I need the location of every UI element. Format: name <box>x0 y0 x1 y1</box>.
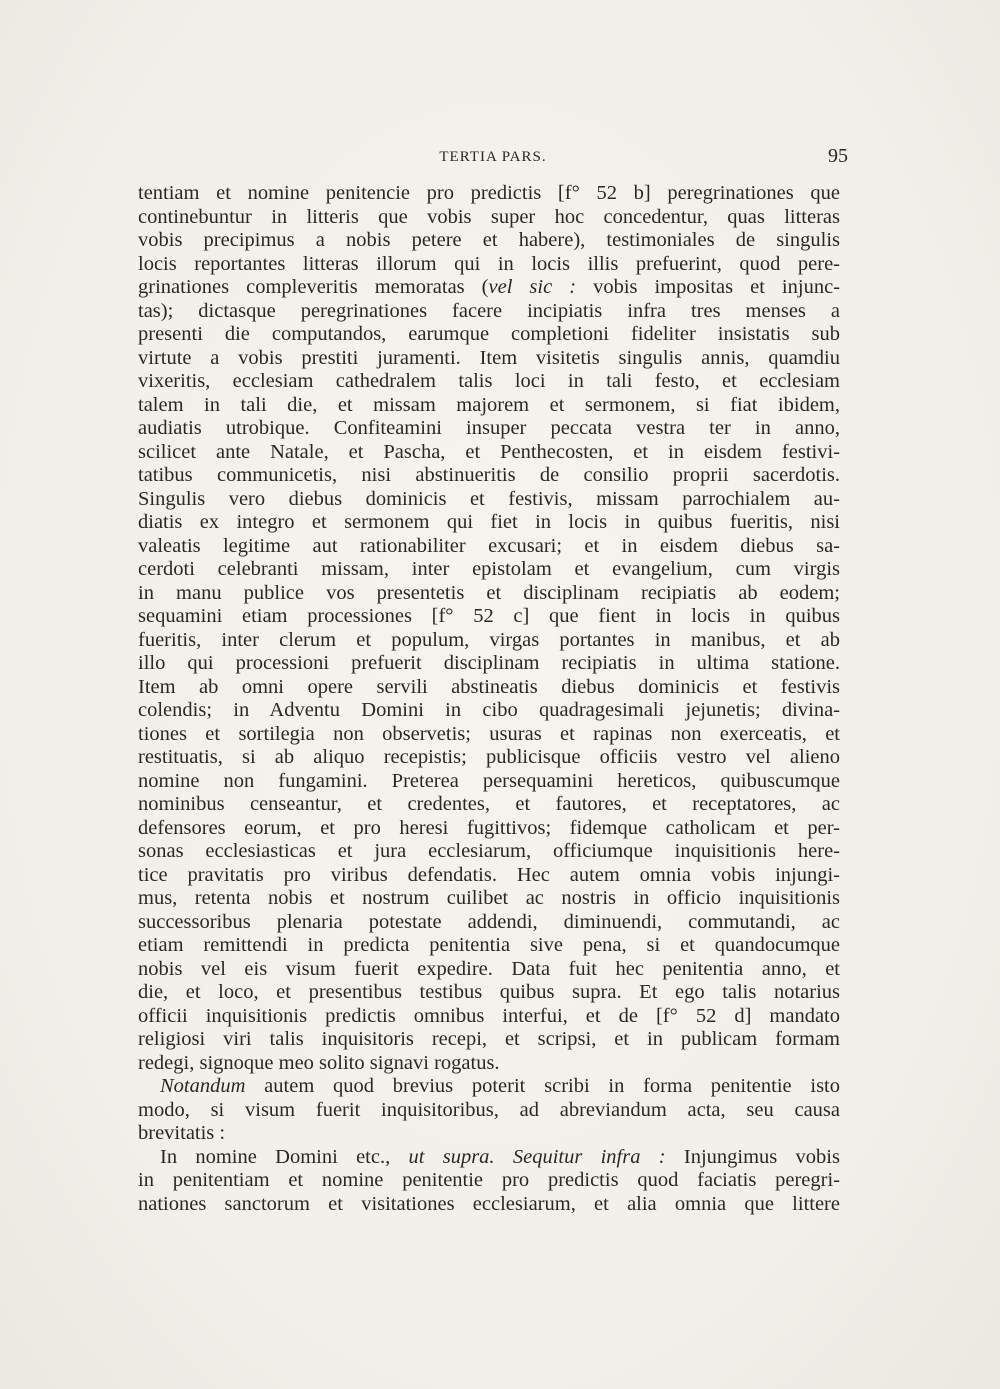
text-line: modo, si visum fuerit inquisitoribus, ad abreviandum acta, seu causa <box>138 1098 840 1121</box>
text-line: sequamini etiam processiones [f° 52 c] que fient in locis in quibus <box>138 605 840 627</box>
text-line: continebuntur in litteris que vobis super hoc concedentur, quas litteras <box>138 205 840 228</box>
text-line: defensores eorum, et pro heresi fugittivos; fidemque catholicam et per- <box>138 816 840 839</box>
text-line: audiatis utrobique. Confiteamini insuper peccata vestra ter in anno, <box>138 417 840 439</box>
paragraph-notandum <box>138 1075 840 1099</box>
text-line: vixeritis, ecclesiam cathedralem talis loci in tali festo, et ecclesiam <box>138 370 840 392</box>
text-line: tiones et sortilegia non observetis; usuras et rapinas non exerceatis, et <box>138 722 840 745</box>
text-line: in manu publice vos presentetis et disciplinam recipiatis ab eodem; <box>138 581 840 604</box>
text-segment: Injungimus vobis <box>665 1145 840 1168</box>
text-line: valeatis legitime aut rationabiliter excusari; et in eisdem diebus sa- <box>138 534 840 557</box>
text-line: nationes sanctorum et visitationes ecclesiarum, et alia omnia que littere <box>138 1192 840 1215</box>
text-line: nobis vel eis visum fuerit expedire. Data fuit hec penitentia anno, et <box>138 957 840 980</box>
text-line: tice pravitatis pro viribus defendatis. Hec autem omnia vobis injungi- <box>138 863 840 886</box>
text-line: illo qui processioni prefuerit disciplinam recipiatis in ultima statione. <box>138 652 840 674</box>
text-line: cerdoti celebranti missam, inter epistolam et evangelium, cum virgis <box>138 558 840 580</box>
text-line: officii inquisitionis predictis omnibus interfui, et de [f° 52 d] mandato <box>138 1004 840 1027</box>
text-line: die, et loco, et presentibus testibus quibus supra. Et ego talis notarius <box>138 981 840 1003</box>
italic-segment: Notandum <box>160 1075 246 1097</box>
body-text <box>138 182 840 1216</box>
text-segment: grinationes compleveritis memoratas ( <box>138 276 489 298</box>
text-line: Singulis vero diebus dominicis et festivis, missam parrochialem au- <box>138 487 840 510</box>
text-segment: vobis impositas et injunc- <box>576 276 841 298</box>
text-line: talem in tali die, et missam majorem et sermonem, si fiat ibidem, <box>138 393 840 416</box>
text-line: redegi, signoque meo solito signavi rogatus. <box>138 1051 500 1074</box>
text-line: locis reportantes litteras illorum qui in locis illis prefuerint, quod pere- <box>138 252 840 275</box>
paragraph-in-nomine <box>138 1146 840 1170</box>
text-line: diatis ex integro et sermonem qui fiet in locis in quibus fueritis, nisi <box>138 511 840 533</box>
text-line: tentiam et nomine penitencie pro predictis [f° 52 b] peregrinationes que <box>138 182 840 204</box>
page-header <box>138 143 848 173</box>
text-line: nomine non fungamini. Preterea persequamini hereticos, quibuscumque <box>138 769 840 792</box>
text-line: tatibus communicetis, nisi abstinueritis de consilio proprii sacerdotis. <box>138 464 840 486</box>
text-line: fueritis, inter clerum et populum, virgas portantes in manibus, et ab <box>138 628 840 651</box>
text-line: mus, retenta nobis et nostrum cuilibet ac nostris in officio inquisitionis <box>138 887 840 909</box>
running-title: TERTIA PARS. <box>439 149 547 165</box>
text-line: scilicet ante Natale, et Pascha, et Penthecosten, et in eisdem festivi- <box>138 440 840 463</box>
text-line: vobis precipimus a nobis petere et habere), testimoniales de singulis <box>138 229 840 251</box>
text-segment: In nomine Domini etc., <box>160 1145 409 1168</box>
text-segment: autem quod brevius poterit scribi in forma penitentie isto <box>245 1075 840 1097</box>
text-line: restituatis, si ab aliquo recepistis; publicisque officiis vestro vel alieno <box>138 746 840 768</box>
text-line: brevitatis : <box>138 1122 226 1144</box>
text-line: tas); dictasque peregrinationes facere incipiatis infra tres menses a <box>138 299 840 322</box>
italic-segment: vel sic : <box>488 276 577 298</box>
text-line: religiosi viri talis inquisitoris recepi, et scripsi, et in publicam formam <box>138 1028 840 1050</box>
text-line: successoribus plenaria potestate addendi, diminuendi, commutandi, ac <box>138 910 840 933</box>
text-line: presenti die computandos, earumque completioni fideliter insistatis sub <box>138 323 840 345</box>
text-line <box>138 276 840 300</box>
text-line: sonas ecclesiasticas et jura ecclesiarum, officiumque inquisitionis here- <box>138 840 840 862</box>
text-line: etiam remittendi in predicta penitentia sive pena, si et quandocumque <box>138 934 840 956</box>
text-line: colendis; in Adventu Domini in cibo quadragesimali jejunetis; divina- <box>138 699 840 721</box>
italic-segment: Sequitur infra : <box>494 1145 666 1168</box>
text-line: in penitentiam et nomine penitentie pro predictis quod faciatis peregri- <box>138 1169 840 1191</box>
text-line: nominibus censeantur, et credentes, et fautores, et receptatores, ac <box>138 793 840 815</box>
text-line: Item ab omni opere servili abstineatis diebus dominicis et festivis <box>138 675 840 698</box>
page-number: 95 <box>828 145 848 167</box>
text-line: virtute a vobis prestiti juramenti. Item visitetis singulis annis, quamdiu <box>138 346 840 369</box>
italic-segment: ut supra. <box>408 1145 495 1168</box>
